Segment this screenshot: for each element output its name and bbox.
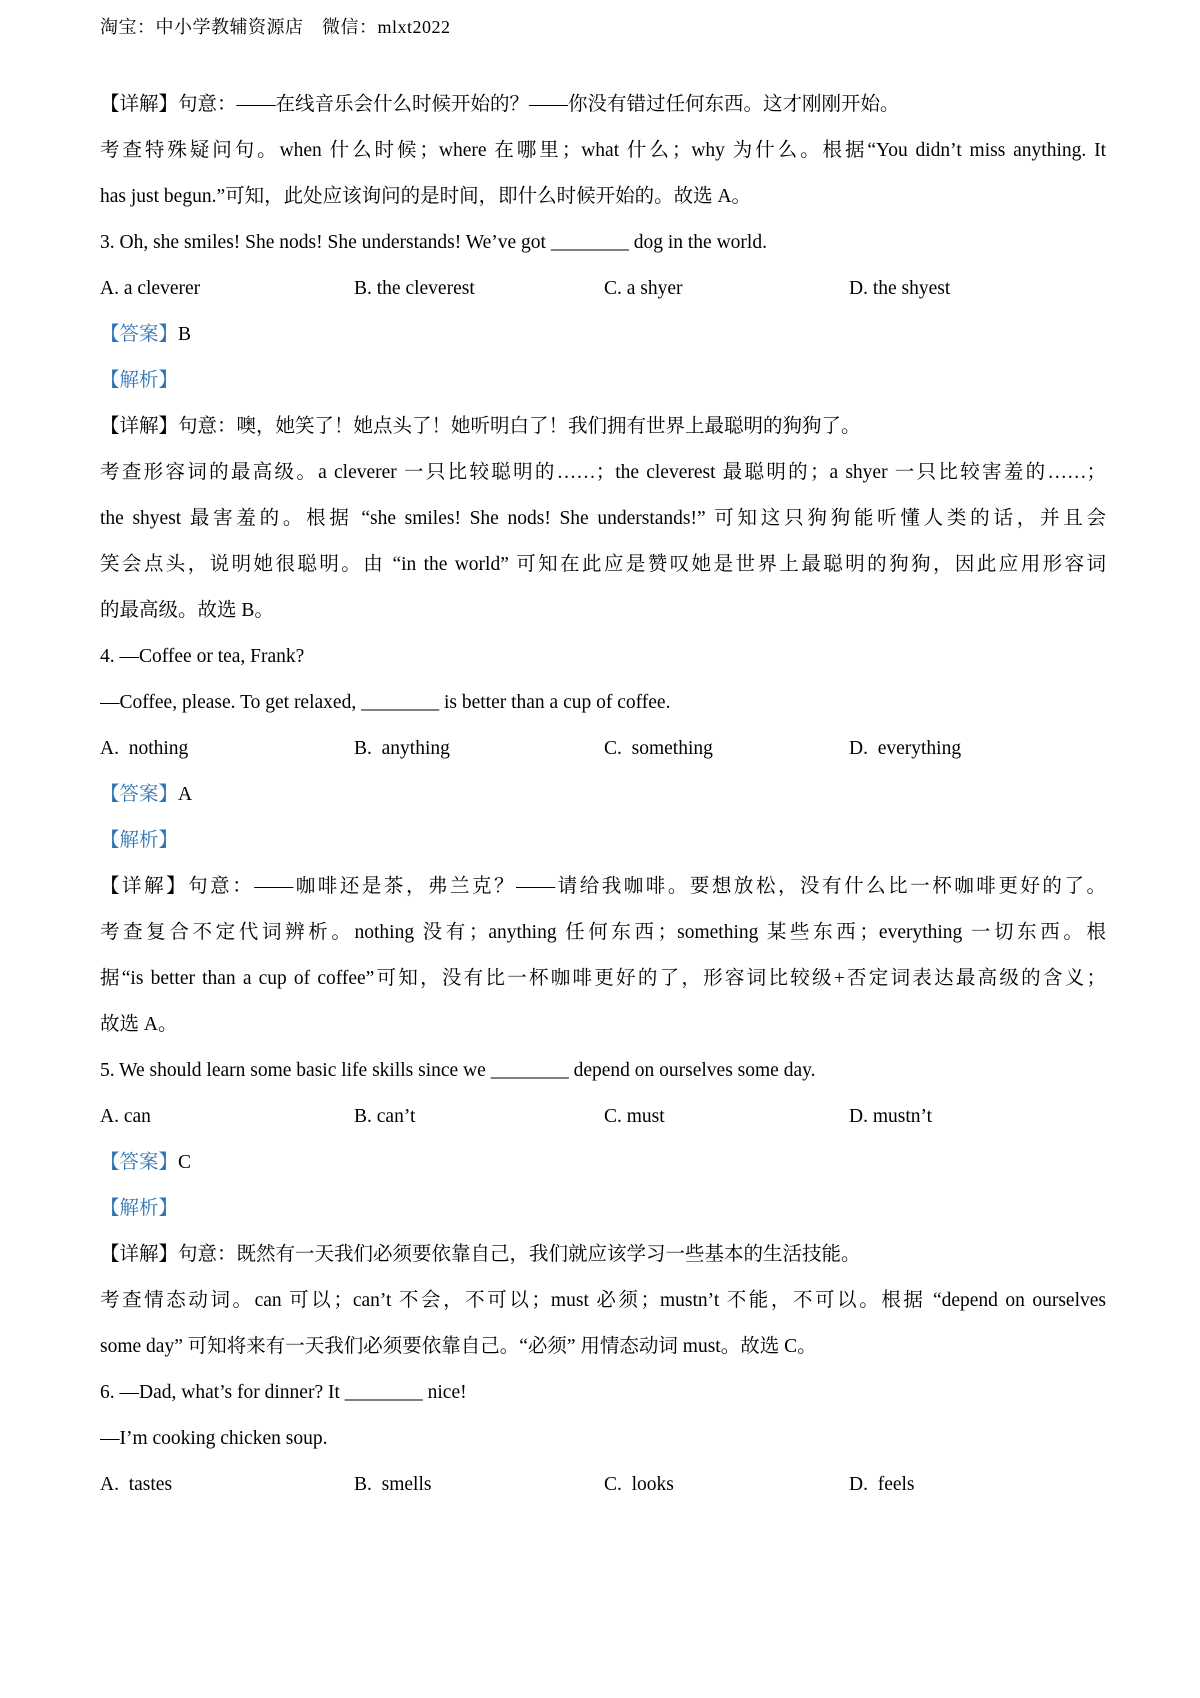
explanation-line (100, 542, 1106, 588)
text-segment: 的最高级。故选 B。 (100, 600, 274, 621)
analysis-label: 【解析】 (100, 370, 179, 391)
text-segment: 笑会点头，说明她很聪明。由 “in the world” 可知在此应是赞叹她是世界上最聪明的狗狗，因此应用形容词 (100, 554, 1106, 575)
analysis-label: 【解析】 (100, 830, 179, 851)
option-c: C. must (604, 1106, 665, 1127)
explanation-line (100, 680, 1106, 726)
text-segment: 故选 A。 (100, 1014, 178, 1035)
text-segment: 【详解】句意：噢，她笑了！她点头了！她听明白了！我们拥有世界上最聪明的狗狗了。 (100, 416, 861, 437)
option-d: D. the shyest (849, 278, 951, 299)
text-segment: C (178, 1152, 192, 1173)
question-stem (100, 220, 1106, 266)
text-segment: 据“is better than a cup of coffee”可知，没有比一杯咖啡更好的了，形容词比较级+否定词表达最高级的含义； (100, 968, 1106, 989)
analysis-line (100, 358, 1106, 404)
option-c: C. something (604, 738, 713, 759)
explanation-line (100, 174, 1106, 220)
option-b: B. the cleverest (354, 278, 475, 299)
answer-line (100, 312, 1106, 358)
option-b: B. smells (354, 1474, 432, 1495)
answer-label: 【答案】 (100, 1152, 179, 1173)
explanation-line (100, 956, 1106, 1002)
text-segment: 【详解】句意：——在线音乐会什么时候开始的？——你没有错过任何东西。这才刚刚开始。 (100, 94, 900, 115)
text-segment: 考查形容词的最高级。a cleverer 一只比较聪明的……；the cleverest 最聪明的；a shyer 一只比较害羞的……； (100, 462, 1106, 483)
text-segment: 【详解】句意：——咖啡还是茶，弗兰克？——请给我咖啡。要想放松，没有什么比一杯咖啡更好的了。 (100, 876, 1106, 897)
option-a: A. tastes (100, 1474, 173, 1495)
text-segment: has just begun.”可知，此处应该询问的是时间，即什么时候开始的。故选 A。 (100, 186, 752, 207)
text-segment: 考查特殊疑问句。when 什么时候；where 在哪里；what 什么；why 为什么。根据“You didn’t miss anything. It (100, 140, 1106, 161)
options-row (100, 1094, 1106, 1140)
explanation-line (100, 864, 1106, 910)
options-row (100, 726, 1106, 772)
text-segment: A (178, 784, 193, 805)
question-stem (100, 634, 1106, 680)
option-a: A. nothing (100, 738, 189, 759)
answer-line (100, 772, 1106, 818)
answer-label: 【答案】 (100, 784, 179, 805)
explanation-line (100, 1278, 1106, 1324)
text-segment: 考查情态动词。can 可以；can’t 不会，不可以；must 必须；mustn’t 不能，不可以。根据 “depend on ourselves (100, 1290, 1106, 1311)
text-segment: the shyest 最害羞的。根据 “she smiles! She nods! She understands!” 可知这只狗狗能听懂人类的话，并且会 (100, 508, 1106, 529)
document-body (100, 82, 1106, 1508)
option-c: C. looks (604, 1474, 674, 1495)
answer-label: 【答案】 (100, 324, 179, 345)
text-segment: —I’m cooking chicken soup. (100, 1428, 328, 1449)
text-segment: 6. —Dad, what’s for dinner? It ________ nice! (100, 1382, 467, 1403)
option-c: C. a shyer (604, 278, 683, 299)
question-stem (100, 1370, 1106, 1416)
analysis-line (100, 1186, 1106, 1232)
explanation-line (100, 82, 1106, 128)
option-d: D. feels (849, 1474, 915, 1495)
explanation-line (100, 910, 1106, 956)
text-segment: B (178, 324, 192, 345)
explanation-line (100, 1416, 1106, 1462)
text-segment: —Coffee, please. To get relaxed, ________ is better than a cup of coffee. (100, 692, 671, 713)
options-row (100, 1462, 1106, 1508)
text-segment: 3. Oh, she smiles! She nods! She understands! We’ve got ________ dog in the world. (100, 232, 767, 253)
analysis-label: 【解析】 (100, 1198, 179, 1219)
option-a: A. can (100, 1106, 151, 1127)
option-b: B. can’t (354, 1106, 416, 1127)
option-b: B. anything (354, 738, 450, 759)
question-stem (100, 1048, 1106, 1094)
text-segment: 考查复合不定代词辨析。nothing 没有；anything 任何东西；something 某些东西；everything 一切东西。根 (100, 922, 1106, 943)
explanation-line (100, 128, 1106, 174)
options-row (100, 266, 1106, 312)
analysis-line (100, 818, 1106, 864)
explanation-line (100, 450, 1106, 496)
option-d: D. everything (849, 738, 962, 759)
header-watermark: 淘宝：中小学教辅资源店 微信：mlxt2022 (100, 17, 451, 37)
text-segment: 4. —Coffee or tea, Frank? (100, 646, 305, 667)
text-segment: 5. We should learn some basic life skills since we ________ depend on ourselves some day. (100, 1060, 816, 1081)
explanation-line (100, 404, 1106, 450)
answer-line (100, 1140, 1106, 1186)
option-a: A. a cleverer (100, 278, 201, 299)
option-d: D. mustn’t (849, 1106, 933, 1127)
text-segment: some day” 可知将来有一天我们必须要依靠自己。“必须” 用情态动词 must。故选 C。 (100, 1336, 817, 1357)
explanation-line (100, 496, 1106, 542)
explanation-line (100, 1232, 1106, 1278)
explanation-line (100, 588, 1106, 634)
explanation-line (100, 1002, 1106, 1048)
text-segment: 【详解】句意：既然有一天我们必须要依靠自己，我们就应该学习一些基本的生活技能。 (100, 1244, 861, 1265)
explanation-line (100, 1324, 1106, 1370)
